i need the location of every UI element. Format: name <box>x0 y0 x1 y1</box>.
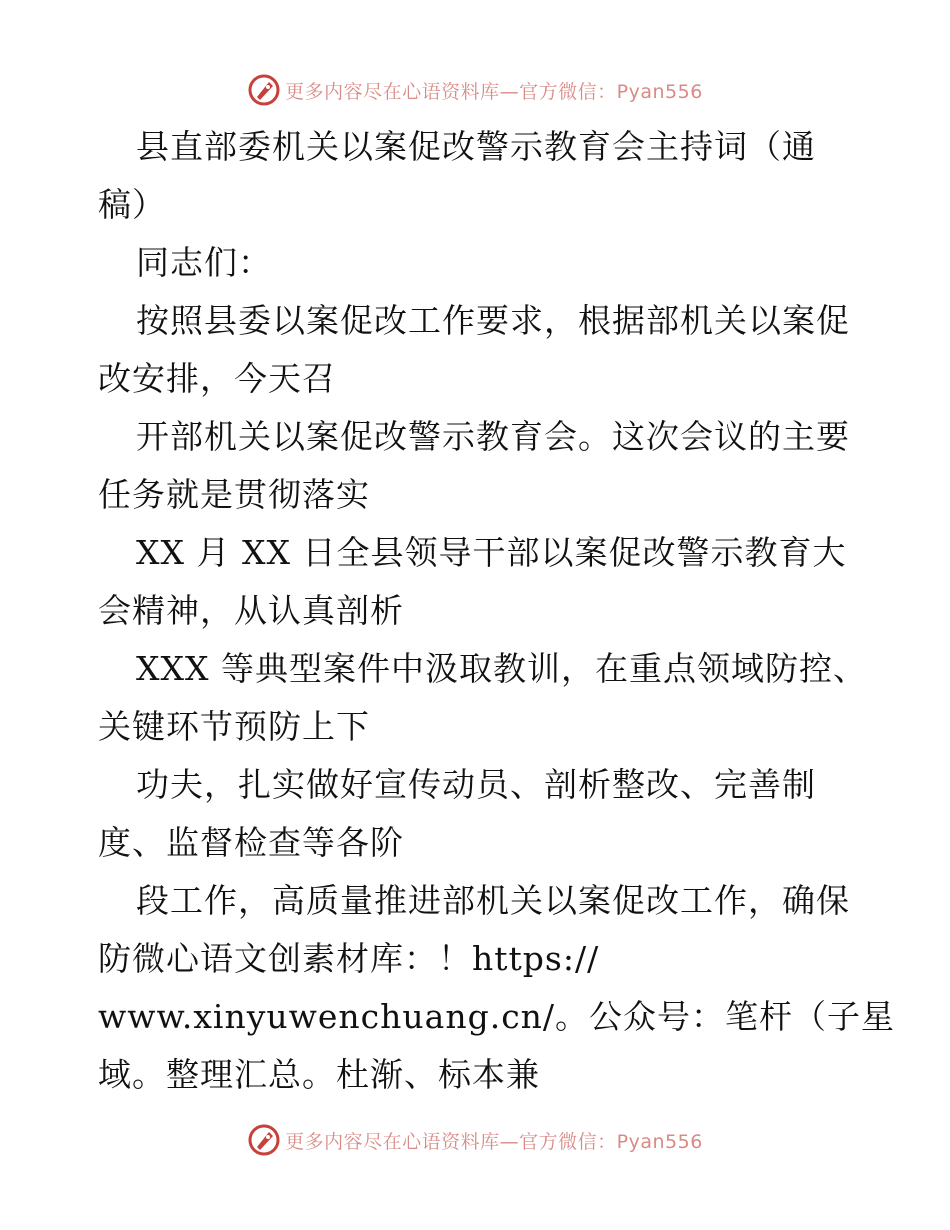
paragraph-line: 会精神，从认真剖析 <box>98 591 404 630</box>
document-title-line-1: 县直部委机关以案促改警示教育会主持词（通 <box>136 127 816 166</box>
paragraph-line: 任务就是贯彻落实 <box>98 475 370 514</box>
footer-banner-text: 更多内容尽在心语资料库—官方微信：Pyan556 <box>285 1130 703 1153</box>
paragraph-line: 按照县委以案促改工作要求，根据部机关以案促 <box>136 301 850 340</box>
paragraph-line: XX 月 XX 日全县领导干部以案促改警示教育大 <box>136 533 847 572</box>
paragraph-line: 开部机关以案促改警示教育会。这次会议的主要 <box>136 417 850 456</box>
paragraph-line: 关键环节预防上下 <box>98 707 370 746</box>
pen-nib-logo-icon <box>247 1123 281 1157</box>
paragraph-line: XXX 等典型案件中汲取教训，在重点领域防控、 <box>136 649 867 688</box>
salutation: 同志们： <box>136 243 272 282</box>
paragraph-line: 段工作，高质量推进部机关以案促改工作，确保 <box>136 881 850 920</box>
paragraph-line: www.xinyuwenchuang.cn/。公众号：笔杆（子星 <box>98 997 896 1036</box>
footer-banner <box>0 1120 950 1160</box>
paragraph-line: 防微心语文创素材库：！https:// <box>98 939 600 978</box>
paragraph-line: 功夫，扎实做好宣传动员、剖析整改、完善制 <box>136 765 816 804</box>
document-body <box>98 118 896 1104</box>
header-banner <box>0 70 950 110</box>
paragraph-line: 改安排，今天召 <box>98 359 336 398</box>
header-banner-text: 更多内容尽在心语资料库—官方微信：Pyan556 <box>285 80 703 103</box>
paragraph-line: 度、监督检查等各阶 <box>98 823 404 862</box>
pen-nib-logo-icon <box>247 73 281 107</box>
paragraph-line: 域。整理汇总。杜渐、标本兼 <box>98 1055 540 1094</box>
document-title-line-2: 稿） <box>98 185 166 224</box>
